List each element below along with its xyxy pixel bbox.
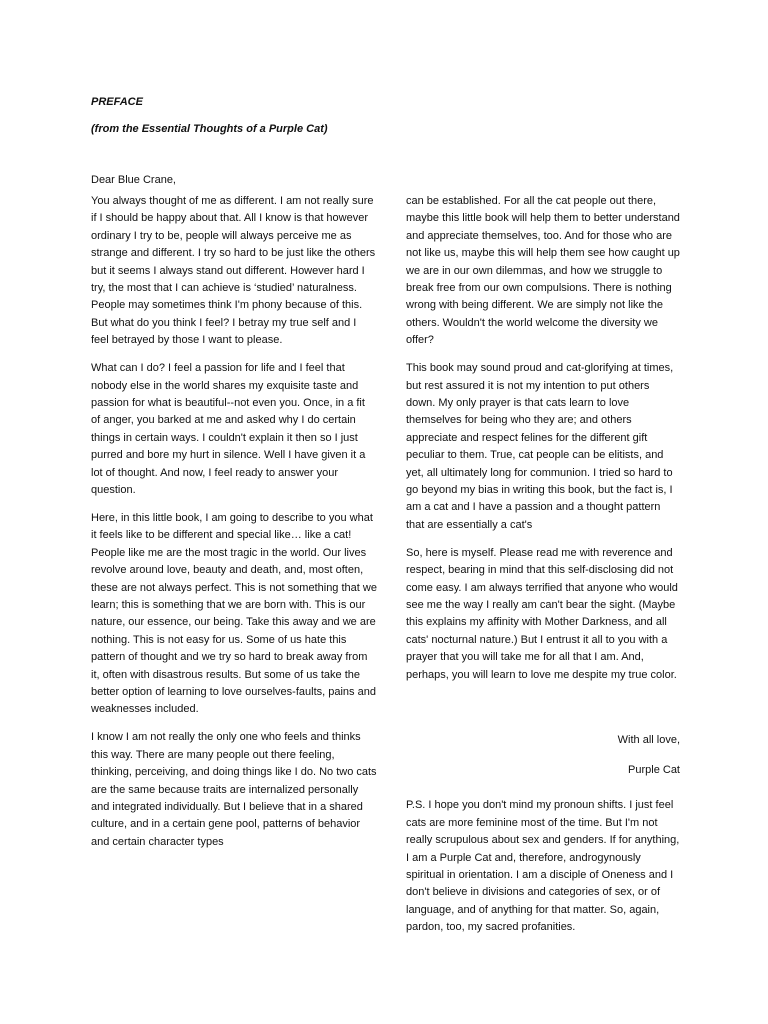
paragraph: can be established. For all the cat people out there, maybe this little book will help them to better understand and appreciate themselves, too. And for those who are not like us, maybe this will help them see how caught up we are in our own dilemmas, and how we struggle to break free from our own compulsions. There is nothing wrong with being different. We are simply not like the others. Wouldn't the world welcome the diversity we offer? [406,195,680,347]
left-column [91,193,377,862]
paragraph: This book may sound proud and cat-glorifying at times, but rest assured it is not my intention to put others down. My only prayer is that cats learn to love themselves for being who they are; and others appreciate and respect felines for the different gift peculiar to them. True, cat people can be elitists, and yet, all ultimately long for communion. I tried so hard to go beyond my bias in writing this book, but the fact is, I am a cat and I have a passion and a thought pattern that are essentially a cat's [406,362,674,531]
page-title: PREFACE [91,96,143,108]
spacer [406,779,680,797]
paragraph: You always thought of me as different. I am not really sure if I should be happy about that. All I know is that however ordinary I try to be, people will always perceive me as strange and different. I try so hard to be just like the others but it seems I always stand out different. However hard I try, the most that I can achieve is ‘studied’ naturalness. People may sometimes think I'm phony because of this. But what do you think I feel? I betray my true self and I feel betrayed by those I want to please. [91,195,376,347]
signature: Purple Cat [628,763,680,776]
spacer [406,694,680,732]
paragraph: I know I am not really the only one who feels and thinks this way. There are many people out there feeling, thinking, perceiving, and doing things like I do. No two cats are the same because traits are internalized personally and integrated individually. But I believe that in a shared culture, and in a certain gene pool, patterns of behavior and certain character types [91,731,377,848]
right-column [406,193,680,947]
paragraph: So, here is myself. Please read me with reverence and respect, bearing in mind that this self-disclosing did not come easy. I am always terrified that anyone who would see me the way I really am can't bear the sight. (Maybe this explains my affinity with Mother Darkness, and all cats' nocturnal nature.) But I entrust it all to you with a prayer that you will take me for all that I am. And, perhaps, you will learn to love me despite my true color. [406,546,678,681]
paragraph: What can I do? I feel a passion for life and I feel that nobody else in the world shares my exquisite taste and passion for what is beautiful--not even you. Once, in a fit of anger, you barked at me and asked why I do certain things in certain ways. I couldn't explain it then so I just purred and bore my hurt in silence. Well I have given it a lot of thought. And now, I feel ready to answer your question. [91,362,366,496]
postscript: P.S. I hope you don't mind my pronoun shifts. I just feel cats are more feminine most of the time. But I'm not really scrupulous about sex and genders. If for anything, I am a Purple Cat and, therefore, androgynously spiritual in orientation. I am a disciple of Oneness and I don't believe in divisions and categories of sex, or of language, and of anything for that matter. So, again, pardon, too, my sacred profanities. [406,799,680,934]
page-subtitle: (from the Essential Thoughts of a Purple Cat) [91,123,328,135]
paragraph: Here, in this little book, I am going to describe to you what it feels like to be different and special like… like a cat! People like me are the most tragic in the world. Our lives revolve around love, beauty and death, and, most often, these are not always perfect. This is not something that we learn; this is something that we are born with. This is our nature, our essence, our being. Take this away and we are nothing. This is not easy for us. Some of us hate this pattern of thought and we try so hard to break away from it, often with disastrous results. But some of us take the better option of learning to love ourselves-faults, pains and weaknesses included. [91,511,377,716]
salutation: Dear Blue Crane, [91,174,176,186]
closing: With all love, [617,734,680,747]
spacer [406,750,680,762]
